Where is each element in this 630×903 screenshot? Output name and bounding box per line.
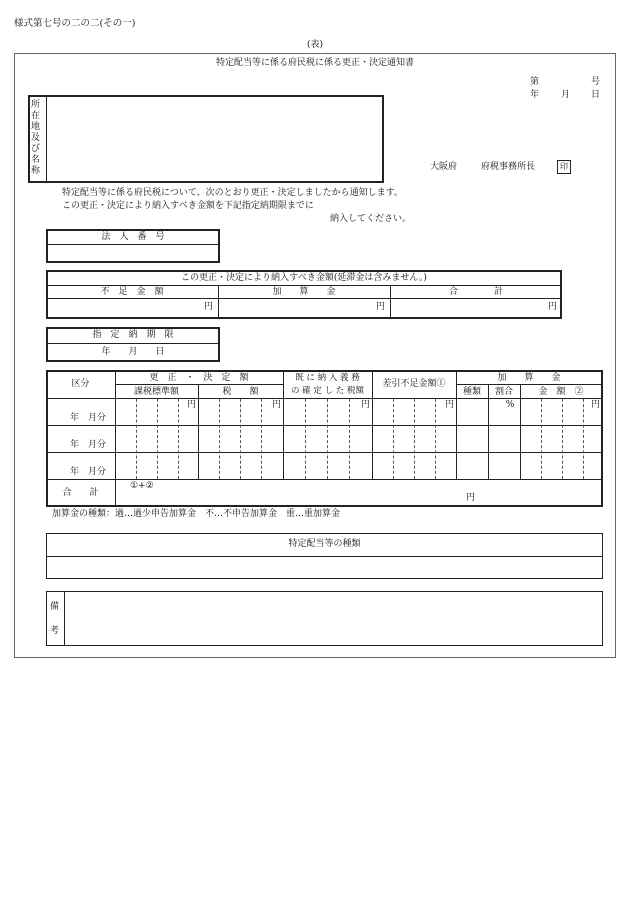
unit-tax-amount: 円 [271, 400, 281, 410]
unit-tax-base: 円 [186, 400, 196, 410]
seal-icon: 印 [557, 160, 571, 174]
payment-col-total: 合 計 [448, 287, 503, 297]
remarks-box [46, 591, 603, 646]
kind-header: 種類 [462, 387, 481, 397]
form-id: 様式第七号の二の二(その一) [14, 18, 136, 29]
payment-unit-2: 円 [375, 302, 385, 312]
intro-line3: 納入してください。 [330, 214, 412, 224]
payment-col-additional: 加 算 金 [272, 287, 336, 297]
rate-header: 割合 [494, 387, 513, 397]
unit-diff: 円 [444, 400, 454, 410]
payment-unit-3: 円 [547, 302, 557, 312]
kubun-header: 区分 [71, 379, 90, 389]
remarks-label-1: 備 [50, 602, 60, 612]
total-label: 合 計 [62, 488, 99, 498]
tax-amount-header: 税 額 [222, 387, 259, 397]
corp-number-label: 法 人 番 号 [101, 232, 165, 242]
address-box [28, 95, 384, 183]
issuer-office: 府税事務所長 [481, 162, 536, 172]
row-label-2: 年 月分 [70, 440, 107, 450]
correction-header: 更 正 ・ 決 定 額 [149, 373, 249, 383]
deadline-value: 年 月 日 [101, 347, 165, 357]
unit-amount: 円 [590, 400, 600, 410]
total-unit: 円 [466, 493, 476, 503]
number-prefix: 第 [530, 77, 540, 87]
additional-kind-legend: 加算金の種類：過…過少申告加算金 不…不申告加算金 重…重加算金 [52, 509, 341, 519]
unit-rate: % [505, 400, 515, 410]
document-title: 特定配当等に係る府民税に係る更正・決定通知書 [215, 58, 414, 68]
unit-confirmed: 円 [360, 400, 370, 410]
side-label: (表) [306, 40, 324, 50]
date-year: 年 [530, 90, 540, 100]
number-suffix: 号 [591, 77, 601, 87]
confirmed-header-line1: 既 に 納 入 義 務 [295, 373, 360, 383]
deadline-label: 指 定 納 期 限 [92, 330, 174, 340]
amount-header: 金 額 ② [538, 387, 584, 397]
row-label-3: 年 月分 [70, 467, 107, 477]
issuer-prefecture: 大阪府 [430, 162, 458, 172]
diff-header: 差引不足金額① [382, 379, 446, 389]
intro-line1: 特定配当等に係る府民税について、次のとおり更正・決定しましたから通知します。 [62, 188, 403, 198]
address-label: 所在地及び名称 [31, 100, 41, 176]
additional-header: 加 算 金 [497, 373, 561, 383]
date-month: 月 [561, 90, 571, 100]
remarks-label-2: 考 [50, 626, 60, 636]
tax-base-header: 課税標準額 [133, 387, 179, 397]
payment-header: この更正・決定により納入すべき金額(延滞金は含みません。) [181, 273, 427, 283]
intro-line2: この更正・決定により納入すべき金額を下記指定納期限までに [62, 201, 314, 211]
dividend-type-label: 特定配当等の種類 [288, 539, 361, 549]
confirmed-header-line2: の 確 定 し た 税額 [290, 386, 364, 396]
total-formula: ①+② [130, 481, 154, 491]
payment-col-shortage: 不 足 金 額 [100, 287, 164, 297]
payment-unit-1: 円 [203, 302, 213, 312]
row-label-1: 年 月分 [70, 413, 107, 423]
date-day: 日 [591, 90, 601, 100]
